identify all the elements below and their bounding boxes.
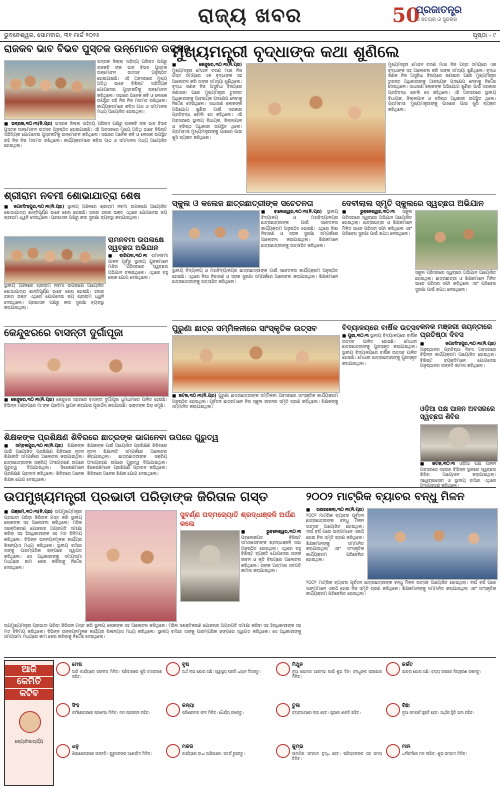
odia-week-photo: [420, 424, 498, 462]
teacher-training-body-1: ■ ସମ୍ବଲପୁର,୩୦।୩(ନି.ପ୍ର) ଶିକ୍ଷକଙ୍କ ପାଇଁ ଆୟୋଜିତ ପ୍ରଶିକ୍ଷଣ ଶିବିରରେ ନୂତନ ଶିକ୍ଷାନୀତି ସମ୍ପର୍କରେ ଆଲୋଚନା କରାଯାଇଥିଲା। ଛାତ୍ରଛାତ୍ରୀଙ୍କ ସକ୍ରିୟ ଅଂଶଗ୍ରହଣ ଉପରେ ଗୁରୁତ୍ୱ ଦିଆଯାଇଥିଲା। ବିଶେଷଜ୍ଞମାନେ ପ୍ରଶିକ୍ଷଣ ପ୍ରଦାନ କରିଥିଲେ। ଶିବିରରେ ଅନେକ ଶିକ୍ଷକ ଯୋଗ ଦେଇଥିଲେ।: [4, 444, 84, 483]
cm-byline: ■ କେନ୍ଦୁଝର,୩୦।୩(ନି.ପ୍ର): [172, 63, 242, 68]
ram-navami-side-body: ■ ବାରିପଦା,୩୦।୩ ରାମନବମୀ ପାଳନ ପୂର୍ବରୁ ସ୍ଥାନୀୟ ଯୁବକମାନେ ମନ୍ଦିର ପରିସରରେ ସ୍ୱଚ୍ଛତା ଅଭିଯାନ ଚଳାଇଥିଲେ। ଏଥିରେ ବହୁ ଲୋକ ଯୋଗ ଦେଇଥିଲେ।: [108, 254, 168, 282]
alumni-headline[interactable]: ପୁରୁଣା ଛାତ୍ର ସମ୍ମିଳନୀରେ ସାଂସ୍କୃତିକ ଉତ୍ସବ: [172, 323, 317, 333]
zodiac-icon: [166, 744, 180, 758]
newspaper-logo[interactable]: [392, 3, 497, 27]
book-release-photo: [4, 60, 96, 120]
masthead: [0, 0, 500, 30]
teacher-training-headline[interactable]: ଶିକ୍ଷକଙ୍କ ପ୍ରଶିକ୍ଷଣ ଶିବିରରେ ଛାତ୍ରଙ୍କ ଭାଗନେବା ଉପରେ ଗୁରୁତ୍ୱ: [4, 432, 219, 442]
deputy-cm-byline: ■ ଗଞ୍ଜାମ,୩୦।୩(ନି.ପ୍ର): [4, 510, 53, 515]
zodiac-icon: [386, 744, 400, 758]
astrologer-name: ଜ୍ୟୋତିଷାଚାର୍ଯ୍ୟ: [14, 740, 44, 745]
tribute-portrait-photo: [180, 530, 240, 602]
durga-puja-headline[interactable]: କେନ୍ଦୁଝରରେ ବାସନ୍ତୀ ଦୁର୍ଗାପୂଜା: [4, 328, 124, 339]
astrologer-avatar: [19, 711, 41, 733]
page-number: ପୃଷ୍ଠା - ୯: [472, 32, 496, 39]
cleanliness-body: ■ ଭୁବନେଶ୍ୱର,୩୦।୩ ସ୍କୁଲ ପରିସରରେ ସ୍ୱଚ୍ଛତା ଅଭିଯାନ ଆୟୋଜିତ ହୋଇଥିଲା। ଛାତ୍ରଛାତ୍ରୀ ଓ ଶିକ୍ଷକମାନେ ମିଳିତ ଭାବେ ପରିସର ସଫା କରିଥିଲେ ଏବଂ ପରିବେଶ ସୁରକ୍ଷା ପାଇଁ ଶପଥ ନେଇଥିଲେ।: [342, 210, 412, 238]
teacher-training-body-2: ଶିକ୍ଷକଙ୍କ ପାଇଁ ଆୟୋଜିତ ପ୍ରଶିକ୍ଷଣ ଶିବିରରେ ନୂତନ ଶିକ୍ଷାନୀତି ସମ୍ପର୍କରେ ଆଲୋଚନା କରାଯାଇଥିଲା। ଛାତ୍ରଛାତ୍ରୀଙ୍କ ସକ୍ରିୟ ଅଂଶଗ୍ରହଣ ଉପରେ ଗୁରୁତ୍ୱ ଦିଆଯାଇଥିଲା। ବିଶେଷଜ୍ଞମାନେ ପ୍ରଶିକ୍ଷଣ ପ୍ରଦାନ କରିଥିଲେ। ଶିବିରରେ ଅନେକ ଶିକ୍ଷକ ଯୋଗ ଦେଇଥିଲେ।: [87, 444, 167, 477]
zodiac-prediction: ନୂଆ ଯୋଜନା ଆରମ୍ଭ ପାଇଁ ଶୁଭ ଦିନ। ବନ୍ଧୁଙ୍କ ସହଯୋଗ ମିଳିବ।: [292, 669, 382, 679]
book-release-body: ■ ଭଦ୍ରକ,୩୦।୩(ନି.ପ୍ର) ଭଦ୍ରକ ଜିଲ୍ଲା ସାହିତ୍ୟ ପରିଷଦ ପକ୍ଷରୁ ରାଜକବି ଙ୍କ ଭାବ ବିଭବ ପୁସ୍ତକ ଉନ୍ମୋଚନ ଉତ୍ସବ ଅନୁଷ୍ଠିତ ହୋଇଯାଇଛି। ଏହି ଅବସରରେ ମୁଖ୍ୟ ଅତିଥି ଭାବେ ବିଶିଷ୍ଟ ସାହିତ୍ୟିକ ଯୋଗଦେଇ ପୁସ୍ତକଟିକୁ ଉନ୍ମୋଚନ କରିଥିଲେ। ସଭାରେ ଅନେକ କବି ଓ ଲେଖକ ଉପସ୍ଥିତ ରହି ନିଜ ନିଜ ମତାମତ ରଖିଥିଲେ। କାର୍ଯ୍ୟକ୍ରମରେ କବିତା ପାଠ ଓ ସମ୍ମାନନା ମଧ୍ୟ ଆୟୋଜିତ ହୋଇଥିଲା।: [4, 122, 167, 150]
reunion-body-1: ■ ରଉରକେଲା,୩୦।୩(ନି.ପ୍ର) ୨୦୦୨ ମାଟ୍ରିକ ବ୍ୟାଚର ପୂର୍ବତନ ଛାତ୍ରଛାତ୍ରୀଙ୍କ ବନ୍ଧୁ ମିଳନ ଉତ୍ସବ ଆୟୋଜିତ ହୋଇଥିଲା। ଦୀର୍ଘ ବର୍ଷ ପରେ ସାଙ୍ଗମାନେ ଏକାଠି ହୋଇ ନିଜ ସ୍ମୃତି ଚାରଣ କରିଥିଲେ। ଶିକ୍ଷକମାନଙ୍କୁ ସମ୍ମାନିତ କରାଯାଇଥିଲା ଏବଂ ସାଂସ୍କୃତିକ କାର୍ଯ୍ୟକ୍ରମ ପରିବେଷିତ ହୋଇଥିଲା।: [306, 508, 364, 564]
zodiac-name: ବୃଷ: [182, 662, 190, 668]
horoscope-title-box: [4, 660, 54, 786]
odia-week-body: ■ କଟକ,୩୦।୩ ଓଡ଼ିଆ ପକ୍ଷ ପାଳନ ଅବସରରେ ସହରର ବିଭିନ୍ନ ସ୍ଥାନରେ ସ୍ୱଚ୍ଛତା ଶିବିର ଆୟୋଜନ କରାଯାଇଥିଲା। ସ୍ୱେଚ୍ଛାସେବୀ ଓ ସ୍ଥାନୀୟ ବାସିନ୍ଦା ଏଥିରେ: [420, 462, 496, 484]
horoscope-title-2: କେମିତି: [5, 677, 53, 688]
horoscope-sign: [56, 742, 164, 781]
ram-navami-byline: ■ ଜଗତସିଂହପୁର,୩୦।୩(ନି.ପ୍ର): [4, 205, 65, 210]
zodiac-icon: [166, 662, 180, 676]
horoscope-sign: [276, 742, 384, 781]
durga-puja-photo: [4, 343, 169, 397]
deputy-cm-body-2: ଉପମୁଖ୍ୟମନ୍ତ୍ରୀ ପ୍ରଭାତୀ ପରିଡ଼ା ଜିରିତାଳ ଗସ୍ତ କରି ସ୍ଥାନୀୟ ଲୋକଙ୍କ ସହ ଆଲୋଚନା କରିଥିଲେ। ମହିଳା ସଶକ୍ତିକରଣ ଯୋଜନାର ଅଗ୍ରଗତି ସମୀକ୍ଷା କରିବା ସହ ହିତାଧିକାରୀଙ୍କ ସହ ମତ ବିନିମୟ କରିଥିଲେ। ବିଭିନ୍ନ ଉନ୍ନୟନମୂଳକ କାର୍ଯ୍ୟର ଶିଳାନ୍ୟାସ ମଧ୍ୟ କରିଥିଲେ। ସ୍ଥାନୀୟ ବାସିନ୍ଦା ତାଙ୍କୁ ପାରମ୍ପରିକ ଢଙ୍ଗରେ ସ୍ୱାଗତ କରିଥିଲେ। ସେ ଅଧିକାରୀଙ୍କୁ ସମୟସୀମା ମଧ୍ୟରେ କାମ ଶେଷ କରିବାକୁ ନିର୍ଦ୍ଦେଶ ଦେଇଥିଲେ।: [4, 624, 301, 641]
cm-body-col1: ■ କେନ୍ଦୁଝର,୩୦।୩(ନି.ପ୍ର) ମୁଖ୍ୟମନ୍ତ୍ରୀ ମୋହନ ଚରଣ ମାଝୀ ନିଜ ଗସ୍ତ ସମୟରେ ଏକ ବୃଦ୍ଧାଙ୍କ ସହ ଆଲୋଚନା କରି ତାଙ୍କ ସମସ୍ୟା ଶୁଣିଥିଲେ। ବୃଦ୍ଧା ଜଣକ ନିଜ ଅସୁବିଧା ବିଷୟରେ ଜଣାଇବା ପରେ ମୁଖ୍ୟମନ୍ତ୍ରୀ ତୁରନ୍ତ ଅଧିକାରୀଙ୍କୁ ଆବଶ୍ୟକ ପଦକ୍ଷେପ ନେବାକୁ ନିର୍ଦ୍ଦେଶ ଦେଇଥିଲେ। ସାଧାରଣ ଲୋକଙ୍କ ଅଭିଯୋଗ ଶୁଣିବା ପାଇଁ ସରକାର ପ୍ରତିବଦ୍ଧ ବୋଲି ସେ କହିଥିଲେ। ଏହି ଅବସରରେ ସ୍ଥାନୀୟ ବିଧାୟକ, ଜିଲ୍ଲାପାଳ ଓ ବରିଷ୍ଠ ଅଧିକାରୀ ଉପସ୍ଥିତ ଥିଲେ। ଗ୍ରାମବାସୀ ମୁଖ୍ୟମନ୍ତ୍ରୀଙ୍କୁ ପାଖରେ ପାଇ ଖୁସି ବ୍ୟକ୍ତ କରିଥିଲେ।: [172, 63, 242, 141]
zodiac-prediction: କର୍ମକ୍ଷେତ୍ରରେ ପ୍ରଶଂସା ମିଳିବ। ମନ ପ୍ରସନ୍ନ ରହିବ।: [72, 710, 151, 715]
teacher-training-byline: ■ ସମ୍ବଲପୁର,୩୦।୩(ନି.ପ୍ର): [4, 444, 64, 449]
divider: [172, 320, 496, 321]
book-release-body-top: ଭଦ୍ରକ ଜିଲ୍ଲା ସାହିତ୍ୟ ପରିଷଦ ପକ୍ଷରୁ ରାଜକବି ଙ୍କ ଭାବ ବିଭବ ପୁସ୍ତକ ଉନ୍ମୋଚନ ଉତ୍ସବ ଅନୁଷ୍ଠିତ ହୋଇଯାଇଛି। ଏହି ଅବସରରେ ମୁଖ୍ୟ ଅତିଥି ଭାବେ ବିଶିଷ୍ଟ ସାହିତ୍ୟିକ ଯୋଗଦେଇ ପୁସ୍ତକଟିକୁ ଉନ୍ମୋଚନ କରିଥିଲେ। ସଭାରେ ଅନେକ କବି ଓ ଲେଖକ ଉପସ୍ଥିତ ରହି ନିଜ ନିଜ ମତାମତ ରଖିଥିଲେ। କାର୍ଯ୍ୟକ୍ରମରେ କବିତା ପାଠ ଓ ସମ୍ମାନନା ମଧ୍ୟ ଆୟୋଜିତ ହୋଇଥିଲା।: [97, 60, 167, 116]
school-awareness-byline: ■ ବାଲେଶ୍ୱର,୩୦।୩(ନି.ପ୍ର): [261, 210, 322, 215]
zodiac-name: ସିଂହ: [72, 703, 80, 709]
zodiac-prediction: ନୂଆ ସମ୍ପର୍କ ସୃଷ୍ଟି ହେବ। ଆର୍ଥିକ ସ୍ଥିତି ଭଲ ରହିବ।: [402, 710, 475, 715]
zodiac-name: ତୁଳା: [292, 703, 300, 709]
alumni-body: ■ କଟକ,୩୦।୩(ନି.ପ୍ର) ପୁରୁଣା ଛାତ୍ରଛାତ୍ରୀଙ୍କ ସମ୍ମିଳନୀ ଅବସରରେ ସାଂସ୍କୃତିକ କାର୍ଯ୍ୟକ୍ରମ ଅନୁଷ୍ଠିତ ହୋଇଥିଲା। ପୂର୍ବତନ ଛାତ୍ରମାନେ ନିଜ ସ୍କୁଲ ଜୀବନର ସ୍ମୃତି ଚାରଣ କରିଥିଲେ। ଶିକ୍ଷକଙ୍କୁ ସମ୍ମାନିତ କରାଯାଇଥିଲା।: [172, 394, 338, 411]
durga-puja-body: ■ କେନ୍ଦୁଝର,୩୦।୩(ନି.ପ୍ର) କେନ୍ଦୁଝର ସହରରେ ବାସନ୍ତୀ ଦୁର୍ଗାପୂଜା ଧୁମଧାମରେ ପାଳିତ ହେଉଛି। ବିଭିନ୍ନ ମଣ୍ଡପରେ ମା'ଙ୍କ ପ୍ରତିମା ସ୍ଥାପନ କରାଯାଇ ପୂଜାର୍ଚ୍ଚନା କରାଯାଉଛି। ଭକ୍ତଙ୍କ ଭିଡ଼ ଜମୁଛି।: [4, 398, 167, 409]
cleanliness-headline[interactable]: ଦେବୀଲାଲ ସ୍ମୃତି ସ୍କୁଲରେ ସ୍ୱଚ୍ଛତା ଅଭିଯାନ: [342, 198, 484, 208]
zodiac-icon: [386, 703, 400, 717]
reunion-byline: ■ ରଉରକେଲା,୩୦।୩(ନି.ପ୍ର): [306, 508, 364, 513]
zodiac-prediction: ଯାତ୍ରା ଯୋଗ ଅଛି। ବ୍ୟୟ ଉପରେ ନିୟନ୍ତ୍ରଣ ରଖନ୍ତୁ।: [402, 669, 482, 674]
ram-navami-photo: [4, 236, 106, 284]
zodiac-icon: [276, 703, 290, 717]
alumni-byline: ■ କଟକ,୩୦।୩(ନି.ପ୍ର): [172, 394, 217, 399]
zodiac-icon: [56, 744, 70, 758]
foundation-day-byline: ■ ଜଗତସିଂହପୁର,୩୦।୩(ନି.ପ୍ର): [420, 342, 496, 347]
divider: [4, 657, 496, 658]
zodiac-icon: [166, 703, 180, 717]
annual-function-headline[interactable]: ବିଦ୍ୟାଳୟରେ ବାର୍ଷିକ ଉତ୍ସବ: [342, 323, 421, 332]
horoscope-sign: [56, 701, 164, 740]
book-release-byline: ■ ଭଦ୍ରକ,୩୦।୩(ନି.ପ୍ର): [4, 122, 53, 127]
book-release-headline[interactable]: ରାଜକବ ଭାବ ବିଭବ ପୁସ୍ତକ ଉନ୍ମୋଚନ ଉତ୍ସବ: [4, 44, 191, 55]
issue-date: ଭୁବନେଶ୍ୱର, ସୋମବାର, ୩୧ ମାର୍ଚ୍ଚ ୨୦୨୫: [4, 32, 100, 39]
ram-navami-headline[interactable]: ଶ୍ରୀରାମ ନବମୀ ଶୋଭାଯାତ୍ରା ଶେଷ: [4, 191, 141, 202]
cleanliness-photo: [415, 210, 498, 270]
foundation-day-headline[interactable]: କନକ ମଞ୍ଜରୀ ଜୟନ୍ତୀରେ ପ୍ରତିଷ୍ଠା ଦିବସ: [420, 322, 493, 339]
zodiac-name: ମିଥୁନ: [292, 662, 303, 668]
zodiac-icon: [56, 662, 70, 676]
zodiac-prediction: ଧର୍ମକର୍ମରେ ମନ ଲାଗିବ। ଶୁଭ ସମ୍ବାଦ ମିଳିବ।: [402, 751, 467, 756]
zodiac-prediction: ସାମାଜିକ ସମ୍ମାନ ବୃଦ୍ଧି ହେବ। ପ୍ରିୟଜନଙ୍କ ସହ ସମୟ ବିତିବ।: [292, 751, 382, 761]
deputy-cm-headline[interactable]: ଉପମୁଖ୍ୟମନ୍ତ୍ରୀ ପ୍ରଭାତୀ ପରିଡ଼ାଙ୍କ ଜିରିତାଳ ଗସ୍ତ: [4, 490, 268, 505]
reunion-photo: [367, 508, 498, 580]
logo-anniversary-number: 50: [392, 3, 420, 27]
horoscope-sign: [276, 660, 384, 699]
horoscope-sign: [276, 701, 384, 740]
zodiac-prediction: କାର୍ଯ୍ୟରେ ବାଧା ଆସିପାରେ। ସତର୍କ ରୁହନ୍ତୁ।: [182, 751, 245, 756]
school-awareness-photo: [172, 210, 260, 268]
horoscope-sign: [386, 660, 494, 699]
zodiac-prediction: ପରିଶ୍ରମର ଫଳ ମିଳିବ। ଧୈର୍ଯ୍ୟ ରଖନ୍ତୁ।: [182, 710, 244, 715]
zodiac-prediction: ବ୍ୟବସାୟରେ ଲାଭ ହେବ। ଗୃହରେ ଶାନ୍ତି ରହିବ।: [292, 710, 361, 715]
zodiac-name: ମେଷ: [72, 662, 82, 668]
durga-puja-byline: ■ କେନ୍ଦୁଝର,୩୦।୩(ନି.ପ୍ର): [4, 398, 55, 403]
zodiac-name: ଧନୁ: [72, 744, 79, 750]
zodiac-name: ମକର: [182, 744, 194, 750]
divider: [4, 326, 167, 327]
logo-name: ପ୍ରଜାତନ୍ତ୍ର: [416, 5, 462, 16]
zodiac-prediction: ଆଜି କାର୍ଯ୍ୟରେ ସଫଳତା ମିଳିବ। ପରିବାରରେ ଖୁସି ବାତାବରଣ ରହିବ।: [72, 669, 162, 679]
ram-navami-body: ■ ଜଗତସିଂହପୁର,୩୦।୩(ନି.ପ୍ର) ସ୍ଥାନୀୟ ଅଞ୍ଚଳରେ ଶ୍ରୀରାମ ନବମୀ ଉପଲକ୍ଷେ ଆୟୋଜିତ ଶୋଭାଯାତ୍ରା ଶାନ୍ତିପୂର୍ଣ୍ଣ ଭାବେ ଶେଷ ହୋଇଛି। ହଜାର ହଜାର ଭକ୍ତ ଏଥିରେ ଯୋଗଦେଇ ଜୟ ଶ୍ରୀରାମ ଧ୍ୱନି ଦେଇଥିଲେ। ପ୍ରଶାସନ ପକ୍ଷରୁ କଡା ସୁରକ୍ଷା ବ୍ୟବସ୍ଥା କରାଯାଇଥିଲା।: [4, 205, 167, 222]
cm-photo: [246, 63, 386, 193]
horoscope-sign: [166, 660, 274, 699]
tribute-byline: ■ ଭୁବନେଶ୍ୱର,୩୦।୩: [241, 530, 301, 535]
ram-navami-body-2: ସ୍ଥାନୀୟ ଅଞ୍ଚଳରେ ଶ୍ରୀରାମ ନବମୀ ଉପଲକ୍ଷେ ଆୟୋଜିତ ଶୋଭାଯାତ୍ରା ଶାନ୍ତିପୂର୍ଣ୍ଣ ଭାବେ ଶେଷ ହୋଇଛି। ହଜାର ହଜାର ଭକ୍ତ ଏଥିରେ ଯୋଗଦେଇ ଜୟ ଶ୍ରୀରାମ ଧ୍ୱନି ଦେଇଥିଲେ। ପ୍ରଶାସନ ପକ୍ଷରୁ କଡା ସୁରକ୍ଷା ବ୍ୟବସ୍ଥା କରାଯାଇଥିଲା।: [4, 284, 104, 312]
divider: [4, 188, 167, 189]
deputy-cm-photo: [85, 510, 177, 622]
annual-function-byline: ■ ପୁରୀ,୩୦।୩: [342, 334, 369, 339]
cleanliness-body-2: ସ୍କୁଲ ପରିସରରେ ସ୍ୱଚ୍ଛତା ଅଭିଯାନ ଆୟୋଜିତ ହୋଇଥିଲା। ଛାତ୍ରଛାତ୍ରୀ ଓ ଶିକ୍ଷକମାନେ ମିଳିତ ଭାବେ ପରିସର ସଫା କରିଥିଲେ ଏବଂ ପରିବେଶ ସୁରକ୍ଷା ପାଇଁ ଶପଥ ନେଇଥିଲେ।: [415, 271, 496, 293]
zodiac-icon: [56, 703, 70, 717]
horoscope-sign: [386, 742, 494, 781]
reunion-headline[interactable]: ୨୦୦୨ ମାଟ୍ରିକ ବ୍ୟାଚର ବନ୍ଧୁ ମିଳନ: [306, 490, 465, 503]
zodiac-icon: [276, 662, 290, 676]
ram-navami-side-headline[interactable]: ରାମନବମୀ ଉପଲକ୍ଷେ ସ୍ୱଚ୍ଛତା ଅଭିଯାନ: [108, 235, 164, 252]
zodiac-name: ମୀନ: [402, 744, 411, 750]
divider: [4, 430, 167, 431]
cm-headline[interactable]: ମୁଖ୍ୟମନ୍ତ୍ରୀ ବୃଦ୍ଧାଙ୍କ କଥା ଶୁଣିଲେ: [172, 42, 400, 61]
zodiac-name: କନ୍ୟା: [182, 703, 195, 709]
zodiac-prediction: ଶିକ୍ଷାକ୍ଷେତ୍ରରେ ଉନ୍ନତି। ଗୁରୁଜନଙ୍କ ଆଶୀର୍ବାଦ ମିଳିବ।: [72, 751, 152, 756]
annual-function-body: ■ ପୁରୀ,୩୦।୩ ସ୍ଥାନୀୟ ବିଦ୍ୟାଳୟରେ ବାର୍ଷିକ ଉତ୍ସବ ପାଳିତ ହୋଇଛି। ମେଧାବୀ ଛାତ୍ରଛାତ୍ରୀଙ୍କୁ ପୁରସ୍କୃତ କରାଯାଇଥିଲା। ସ୍ଥାନୀୟ ବିଦ୍ୟାଳୟରେ ବାର୍ଷିକ ଉତ୍ସବ ପାଳିତ ହୋଇଛି। ମେଧାବୀ ଛାତ୍ରଛାତ୍ରୀଙ୍କୁ ପୁରସ୍କୃତ କରାଯାଇଥିଲା।: [342, 334, 417, 367]
school-awareness-body-1: ■ ବାଲେଶ୍ୱର,୩୦।୩(ନି.ପ୍ର) ସ୍ଥାନୀୟ ବିଦ୍ୟାଳୟ ଓ ମହାବିଦ୍ୟାଳୟର ଛାତ୍ରଛାତ୍ରୀଙ୍କ ପାଇଁ ସଚେତନତା କାର୍ଯ୍ୟକ୍ରମ ଅନୁଷ୍ଠିତ ହୋଇଛି। ଏଥିରେ ନିଶା ନିବାରଣ ଓ ସଡ଼କ ସୁରକ୍ଷା ସମ୍ପର୍କରେ ଆଲୋଚନା କରାଯାଇଥିଲା। ଶିକ୍ଷକମାନେ ଛାତ୍ରଛାତ୍ରୀଙ୍କୁ ଉତ୍ସାହିତ କରିଥିଲେ।: [261, 210, 338, 249]
odia-week-headline[interactable]: ଓଡ଼ିଆ ପକ୍ଷ ପାଳନ ଅବସରରେ ସ୍ୱଚ୍ଛତା ଶିବିର: [420, 405, 495, 421]
divider: [172, 194, 496, 195]
info-bar: [0, 30, 500, 42]
horoscope-sign: [166, 701, 274, 740]
horoscope-sign: [166, 742, 274, 781]
horoscope-grid: [56, 660, 496, 784]
cm-body-col2: ମୁଖ୍ୟମନ୍ତ୍ରୀ ମୋହନ ଚରଣ ମାଝୀ ନିଜ ଗସ୍ତ ସମୟରେ ଏକ ବୃଦ୍ଧାଙ୍କ ସହ ଆଲୋଚନା କରି ତାଙ୍କ ସମସ୍ୟା ଶୁଣିଥିଲେ। ବୃଦ୍ଧା ଜଣକ ନିଜ ଅସୁବିଧା ବିଷୟରେ ଜଣାଇବା ପରେ ମୁଖ୍ୟମନ୍ତ୍ରୀ ତୁରନ୍ତ ଅଧିକାରୀଙ୍କୁ ଆବଶ୍ୟକ ପଦକ୍ଷେପ ନେବାକୁ ନିର୍ଦ୍ଦେଶ ଦେଇଥିଲେ। ସାଧାରଣ ଲୋକଙ୍କ ଅଭିଯୋଗ ଶୁଣିବା ପାଇଁ ସରକାର ପ୍ରତିବଦ୍ଧ ବୋଲି ସେ କହିଥିଲେ। ଏହି ଅବସରରେ ସ୍ଥାନୀୟ ବିଧାୟକ, ଜିଲ୍ଲାପାଳ ଓ ବରିଷ୍ଠ ଅଧିକାରୀ ଉପସ୍ଥିତ ଥିଲେ। ଗ୍ରାମବାସୀ ମୁଖ୍ୟମନ୍ତ୍ରୀଙ୍କୁ ପାଖରେ ପାଇ ଖୁସି ବ୍ୟକ୍ତ କରିଥିଲେ।: [388, 63, 496, 113]
zodiac-icon: [386, 662, 400, 676]
foundation-day-body: ■ ଜଗତସିଂହପୁର,୩୦।୩(ନି.ପ୍ର) ଅନୁଷ୍ଠାନର ପ୍ରତିଷ୍ଠା ଦିବସ ଅବସରରେ ବିଭିନ୍ନ କାର୍ଯ୍ୟକ୍ରମ ଆୟୋଜିତ ହୋଇଥିଲା। ବିଶିଷ୍ଟ ବ୍ୟକ୍ତିମାନେ ଯୋଗଦେଇ ଅନୁଷ୍ଠାନର ଉନ୍ନତି କାମନା କରିଥିଲେ।: [420, 342, 496, 370]
reunion-body-2: ୨୦୦୨ ମାଟ୍ରିକ ବ୍ୟାଚର ପୂର୍ବତନ ଛାତ୍ରଛାତ୍ରୀଙ୍କ ବନ୍ଧୁ ମିଳନ ଉତ୍ସବ ଆୟୋଜିତ ହୋଇଥିଲା। ଦୀର୍ଘ ବର୍ଷ ପରେ ସାଙ୍ଗମାନେ ଏକାଠି ହୋଇ ନିଜ ସ୍ମୃତି ଚାରଣ କରିଥିଲେ। ଶିକ୍ଷକମାନଙ୍କୁ ସମ୍ମାନିତ କରାଯାଇଥିଲା ଏବଂ ସାଂସ୍କୃତିକ କାର୍ଯ୍ୟକ୍ରମ ପରିବେଷିତ ହୋଇଥିଲା।: [306, 581, 496, 598]
deputy-cm-body-1: ■ ଗଞ୍ଜାମ,୩୦।୩(ନି.ପ୍ର) ଉପମୁଖ୍ୟମନ୍ତ୍ରୀ ପ୍ରଭାତୀ ପରିଡ଼ା ଜିରିତାଳ ଗସ୍ତ କରି ସ୍ଥାନୀୟ ଲୋକଙ୍କ ସହ ଆଲୋଚନା କରିଥିଲେ। ମହିଳା ସଶକ୍ତିକରଣ ଯୋଜନାର ଅଗ୍ରଗତି ସମୀକ୍ଷା କରିବା ସହ ହିତାଧିକାରୀଙ୍କ ସହ ମତ ବିନିମୟ କରିଥିଲେ। ବିଭିନ୍ନ ଉନ୍ନୟନମୂଳକ କାର୍ଯ୍ୟର ଶିଳାନ୍ୟାସ ମଧ୍ୟ କରିଥିଲେ। ସ୍ଥାନୀୟ ବାସିନ୍ଦା ତାଙ୍କୁ ପାରମ୍ପରିକ ଢଙ୍ଗରେ ସ୍ୱାଗତ କରିଥିଲେ। ସେ ଅଧିକାରୀଙ୍କୁ ସମୟସୀମା ମଧ୍ୟରେ କାମ ଶେଷ କରିବାକୁ ନିର୍ଦ୍ଦେଶ ଦେଇଥିଲେ।: [4, 510, 82, 571]
divider: [4, 487, 496, 488]
horoscope-sign: [386, 701, 494, 740]
tribute-body: ■ ଭୁବନେଶ୍ୱର,୩୦।୩ ପରଲୋକଗତ ବିଶିଷ୍ଟ ସମାଜସେବୀଙ୍କ ଶ୍ରଦ୍ଧାଞ୍ଜଳି ସଭା ଅନୁଷ୍ଠିତ ହୋଇଥିଲା। ଏଥିରେ ବହୁ ବିଶିଷ୍ଟ ବ୍ୟକ୍ତି ଯୋଗଦେଇ ତାଙ୍କ ଜୀବନ ଓ କୃତି ବିଷୟରେ ଆଲୋଚନା କରିଥିଲେ। ତାଙ୍କ ଆତ୍ମାର ସଦଗତି କାମନା କରାଯାଇଥିଲା।: [241, 530, 301, 575]
tribute-headline[interactable]: ସୁବର୍ଣ୍ଣ ପଦ୍ମଜ୍ୟୋତି ଶ୍ରଦ୍ଧାଞ୍ଜଳି ଅର୍ପଣ କଲେ: [180, 510, 296, 528]
horoscope-title-3: କଟିବ: [5, 689, 53, 700]
zodiac-name: କର୍କଟ: [402, 662, 413, 668]
school-awareness-body-2: ସ୍ଥାନୀୟ ବିଦ୍ୟାଳୟ ଓ ମହାବିଦ୍ୟାଳୟର ଛାତ୍ରଛାତ୍ରୀଙ୍କ ପାଇଁ ସଚେତନତା କାର୍ଯ୍ୟକ୍ରମ ଅନୁଷ୍ଠିତ ହୋଇଛି। ଏଥିରେ ନିଶା ନିବାରଣ ଓ ସଡ଼କ ସୁରକ୍ଷା ସମ୍ପର୍କରେ ଆଲୋଚନା କରାଯାଇଥିଲା। ଶିକ୍ଷକମାନେ ଛାତ୍ରଛାତ୍ରୀଙ୍କୁ ଉତ୍ସାହିତ କରିଥିଲେ।: [172, 269, 338, 286]
section-title: ରାଜ୍ୟ ଖବର: [198, 3, 302, 27]
horoscope-sign: [56, 660, 164, 699]
horoscope-title-1: ଆଜି: [5, 665, 53, 676]
zodiac-prediction: ଅର୍ଥ ଲାଭ ଯୋଗ ଅଛି। ସ୍ୱାସ୍ଥ୍ୟ ପ୍ରତି ଧ୍ୟାନ ଦିଅନ୍ତୁ।: [182, 669, 261, 674]
cleanliness-byline: ■ ଭୁବନେଶ୍ୱର,୩୦।୩: [342, 210, 395, 215]
zodiac-name: କୁମ୍ଭ: [292, 744, 304, 750]
logo-tagline: ଏ ସତ୍ୟର ଓ ସୁନ୍ଦରର: [416, 17, 458, 23]
zodiac-name: ବିଛା: [402, 703, 410, 709]
alumni-photo: [172, 335, 340, 393]
zodiac-icon: [276, 744, 290, 758]
school-awareness-headline[interactable]: ସ୍କୁଲ ଓ କଲେଜ ଛାତ୍ରଛାତ୍ରୀଙ୍କ ସଚେତନତା: [172, 198, 314, 208]
